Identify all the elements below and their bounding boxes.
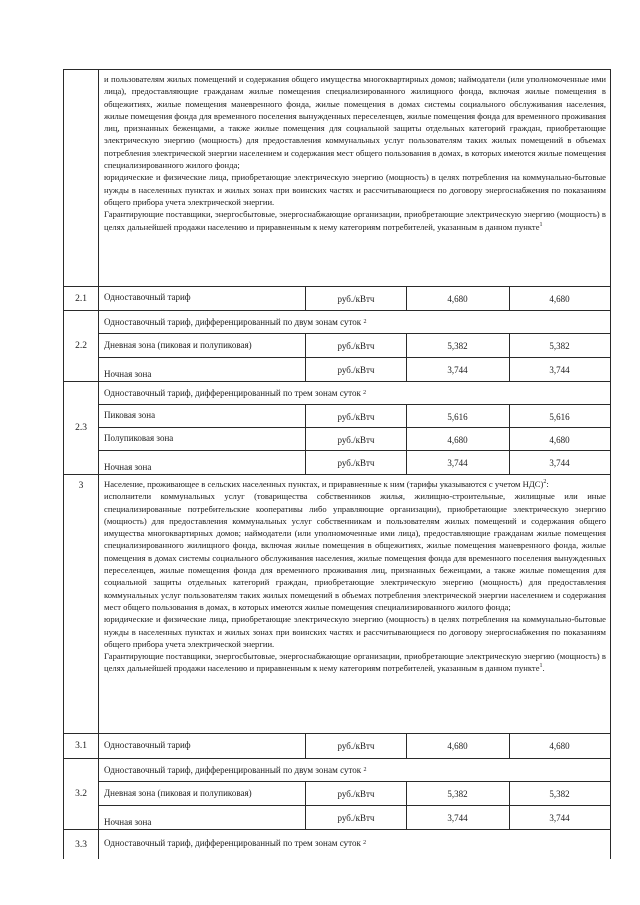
row-2-1	[63, 286, 611, 311]
section-3-text-c: Гарантирующие поставщики, энергосбытовые, энергоснабжающие организации, приобретающие электрическую энергию (мощность) в целях дальнейшей продажи населению и приравненным к нему категориям потребителей, указанным в данном пункте$^1$.	[104, 651, 606, 674]
section-3-text-a: исполнители коммунальных услуг (товарищества собственников жилья, жилищно-строительные, жилищные или иные специализированные потребительские кооперативы либо управляющие организации), приобретающие электрическую энергию (мощность) для предоставления коммунальных услуг собственникам и пользователям жилых помещений и содержания общего имущества многоквартирных домов; наймодатели (или уполномоченные ими лица), предоставляющие гражданам жилые помещения специализированного жилищного фонда, включая жилые помещения в общежитиях, жилые помещения маневренного фонда, жилые помещения в домах системы социального обслуживания населения, жилые помещения фонда для временного поселения вынужденных переселенцев, жилые помещения фонда для временного проживания лиц, признанных беженцами, а также жилые помещения для социальной защиты отдельных категорий граждан, приобретающие электрическую энергию (мощность) для предоставления коммунальных услуг пользователям таких жилых помещений в объемах потребления электрической энергии населением и содержания мест общего пользования в домах, в которых имеются жилые помещения специализированного жилого фонда;	[104, 491, 606, 612]
tariff-unit: руб./кВтч	[306, 334, 407, 358]
tariff-group-title: Одноставочный тариф, дифференцированный по двум зонам суток 2	[104, 765, 367, 775]
tariff-table	[63, 69, 611, 859]
row-number: 3.3	[64, 830, 99, 859]
tariff-name: Ночная зона	[98, 451, 306, 475]
tariff-value-2: 3,744	[549, 813, 570, 823]
tariff-value-1: 3,744	[406, 451, 510, 475]
tariff-value-1: 5,382	[406, 782, 510, 806]
tariff-name: Ночная зона	[98, 358, 306, 382]
tariff-unit: руб./кВтч	[306, 405, 407, 428]
tariff-value-1: 3,744	[406, 806, 510, 830]
row-number: 2.1	[64, 287, 99, 310]
section-3-heading: Население, проживающее в сельских населенных пунктах, и приравненные к ним (тарифы указываются с учетом НДС)$^2$:	[104, 479, 549, 489]
row-3-1	[63, 733, 611, 759]
section-3-description	[104, 478, 606, 675]
tariff-value-1: 4,680	[406, 287, 510, 310]
tariff-value-2: 4,680	[549, 434, 570, 445]
tariff-name: Полупиковая зона	[98, 428, 306, 451]
tariff-value-2: 3,744	[549, 458, 570, 468]
tariff-group-title: Одноставочный тариф, дифференцированный по трем зонам суток 2	[104, 838, 367, 848]
tariff-name: Дневная зона (пиковая и полупиковая)	[98, 782, 306, 806]
tariff-value-1: 3,744	[406, 358, 510, 382]
section-3-text-b: юридические и физические лица, приобретающие электрическую энергию (мощность) в целях потребления на коммунально-бытовые нужды в населенных пунктах и жилых зонах при воинских частях и рассчитывающиеся по договору энергоснабжения по показаниям общего прибора учета электрической энергии.	[104, 614, 606, 649]
tariff-name: Пиковая зона	[98, 405, 306, 428]
tariff-name: Одноставочный тариф	[98, 287, 306, 310]
tariff-unit: руб./кВтч	[306, 358, 407, 382]
tariff-unit: руб./кВтч	[306, 287, 407, 310]
tariff-group-title: Одноставочный тариф, дифференцированный по двум зонам суток 2	[104, 317, 367, 327]
tariff-value-2: 5,382	[549, 789, 570, 799]
tariff-value-1: 4,680	[406, 428, 510, 451]
tariff-value-1: 5,382	[406, 334, 510, 358]
tariff-value-2: 4,680	[549, 293, 570, 304]
row-number-cell	[64, 70, 99, 286]
tariff-line	[98, 450, 610, 475]
tariff-line	[98, 734, 610, 758]
tariff-value-1: 4,680	[406, 734, 510, 758]
row-number: 2.2	[64, 311, 99, 381]
row-number: 3.2	[64, 759, 99, 829]
tariff-value-2: 5,616	[549, 411, 570, 422]
row-number: 2.3	[64, 382, 99, 474]
row-3-2	[63, 758, 611, 830]
row-2-2	[63, 310, 611, 382]
row-3-3	[63, 829, 611, 859]
tariff-unit: руб./кВтч	[306, 451, 407, 475]
section-2-description-row	[63, 69, 611, 287]
section-2-text-c: Гарантирующие поставщики, энергосбытовые, энергоснабжающие организации, приобретающие электрическую энергию (мощность) в целях дальнейшей продажи населению и приравненным к нему категориям потребителей, указанным в данном пункте$^1$	[104, 209, 606, 232]
tariff-line	[98, 781, 610, 806]
section-2-text-b: юридические и физические лица, приобретающие электрическую энергию (мощность) в целях потребления на коммунально-бытовые нужды в населенных пунктах и жилых зонах при воинских частях и рассчитывающиеся по договору энергоснабжения по показаниям общего прибора учета электрической энергии.	[104, 172, 606, 207]
tariff-line	[98, 404, 610, 428]
tariff-line	[98, 357, 610, 382]
row-number: 3.1	[64, 734, 99, 758]
tariff-value-2: 4,680	[549, 741, 570, 751]
tariff-unit: руб./кВтч	[306, 734, 407, 758]
section-2-description	[104, 73, 606, 233]
tariff-group-title: Одноставочный тариф, дифференцированный по трем зонам суток 2	[104, 388, 367, 398]
tariff-unit: руб./кВтч	[306, 806, 407, 830]
tariff-name: Одноставочный тариф	[98, 734, 306, 758]
tariff-value-1: 5,616	[406, 405, 510, 428]
tariff-value-2: 5,382	[549, 341, 570, 351]
tariff-unit: руб./кВтч	[306, 428, 407, 451]
tariff-line	[98, 805, 610, 830]
row-2-3	[63, 381, 611, 475]
tariff-unit: руб./кВтч	[306, 782, 407, 806]
tariff-name: Ночная зона	[98, 806, 306, 830]
tariff-value-2: 3,744	[549, 365, 570, 375]
section-3-row	[63, 474, 611, 734]
section-2-text-a: и пользователям жилых помещений и содержания общего имущества многоквартирных домов; наймодатели (или уполномоченные ими лица), предоставляющие гражданам жилые помещения специализированного жилищного фонда, включая жилые помещения в общежитиях, жилые помещения маневренного фонда, жилые помещения в домах системы социального обслуживания населения, жилые помещения фонда для временного поселения вынужденных переселенцев, жилые помещения фонда для временного проживания лиц, признанных беженцами, а также жилые помещения для социальной защиты отдельных категорий граждан, приобретающие электрическую энергию (мощность) для предоставления коммунальных услуг пользователям таких жилых помещений в объемах потребления электрической энергии населением и содержания мест общего пользования в домах, в которых имеются жилые помещения специализированного жилого фонда;	[104, 74, 606, 171]
tariff-name: Дневная зона (пиковая и полупиковая)	[98, 334, 306, 358]
tariff-line	[98, 427, 610, 451]
row-number: 3	[64, 475, 99, 733]
tariff-line	[98, 287, 610, 310]
tariff-line	[98, 333, 610, 358]
